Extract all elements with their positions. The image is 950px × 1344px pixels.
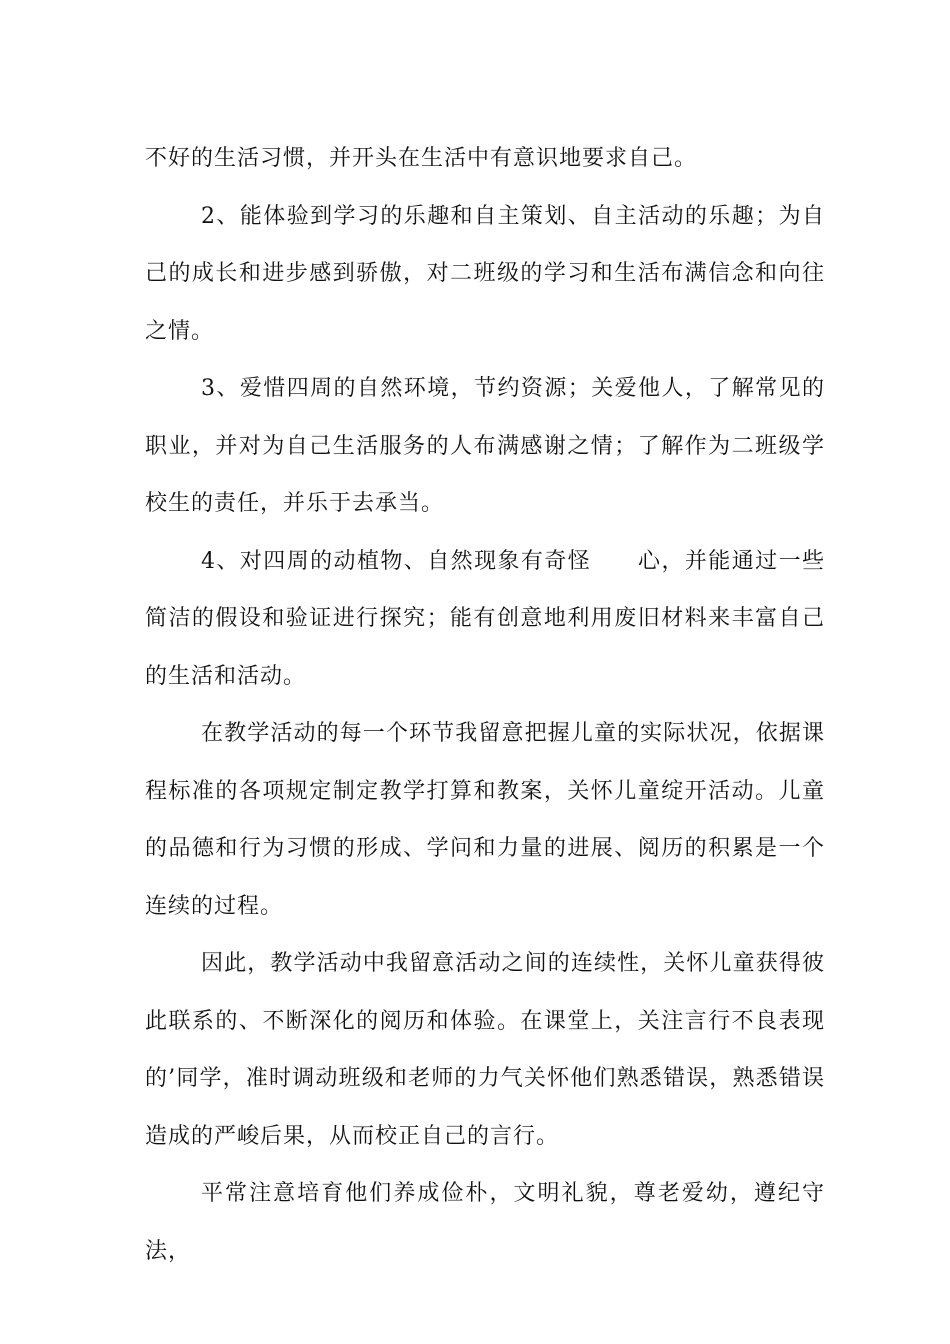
paragraph-goal-2: 2、能体验到学习的乐趣和自主策划、自主活动的乐趣；为自己的成长和进步感到骄傲，对二班级的学习和生活布满信念和向往之情。 — [145, 203, 825, 344]
paragraph-continuity: 因此，教学活动中我留意活动之间的连续性，关怀儿童获得彼此联系的、不断深化的阅历和体验。在课堂上，关注言行不良表现的’同学，准时调动班级和老师的力气关怀他们熟悉错误，熟悉错误造成的严峻后果，从而校正自己的言行。 — [145, 951, 825, 1149]
paragraph-habits: 平常注意培育他们养成俭朴，文明礼貌，尊老爱幼，遵纪守法， — [145, 1181, 825, 1264]
paragraph-goal-3: 3、爱惜四周的自然环境，节约资源；关爱他人，了解常见的职业，并对为自己生活服务的人布满感谢之情；了解作为二班级学校生的责任，并乐于去承当。 — [145, 376, 825, 516]
document-body — [145, 130, 825, 1280]
paragraph-goal-4: 4、对四周的动植物、自然现象有奇怪 心，并能通过一些简洁的假设和验证进行探究；能有创意地利用废旧材料来丰富自己的生活和活动。 — [145, 548, 825, 689]
paragraph-continuation: 不好的生活习惯，并开头在生活中有意识地要求自己。 — [145, 146, 698, 171]
paragraph-teaching-activities: 在教学活动的每一个环节我留意把握儿童的实际状况，依据课程标准的各项规定制定教学打算和教案，关怀儿童绽开活动。儿童的品德和行为习惯的形成、学问和力量的进展、阅历的积累是一个连续的过程。 — [145, 721, 825, 919]
